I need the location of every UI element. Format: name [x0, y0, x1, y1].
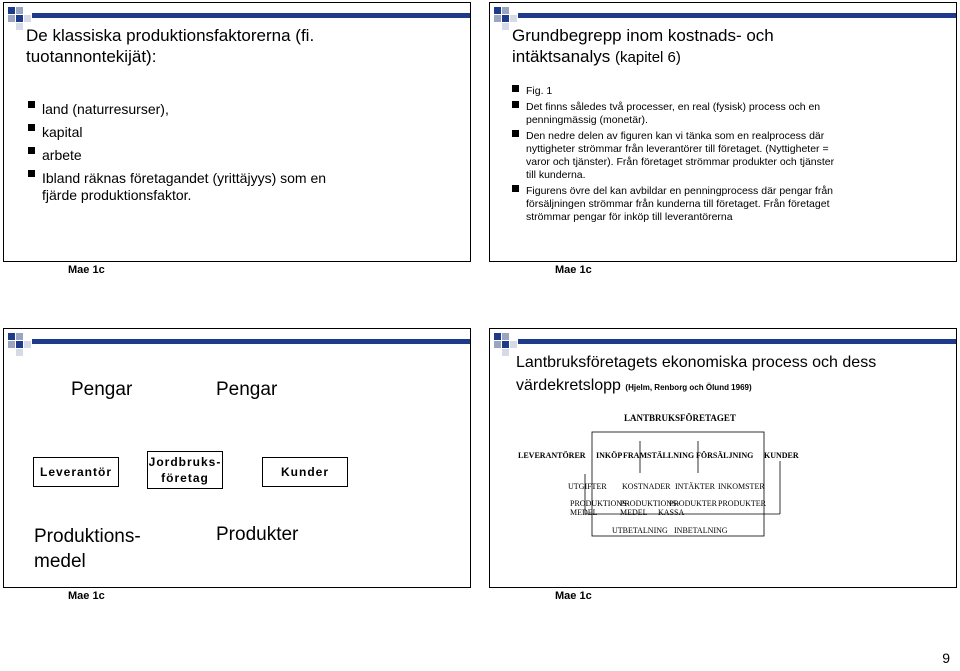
list-item: Figurens övre del kan avbildar en penningprocess där pengar från försäljningen strömmar från kunderna till företaget. Från företaget strömmar pengar för inköp till leverantörerna [526, 185, 841, 224]
label-products: Produkter [216, 524, 299, 545]
node-inkop: INKÖP [596, 451, 623, 460]
node-produktionsmedel: PRODUKTIONS-MEDEL [620, 499, 680, 517]
bullet-list [42, 101, 362, 204]
node-utbetalning: UTBETALNING [612, 526, 668, 535]
slide-topline [518, 13, 956, 18]
slide-topline [32, 13, 470, 18]
bullet-list [526, 85, 841, 224]
node-kassa: KASSA [658, 508, 685, 517]
node-inkomster: INKOMSTER [718, 482, 765, 491]
node-produkter: PRODUKTER [669, 499, 718, 508]
slide-citation: (Hjelm, Renborg och Ölund 1969) [625, 383, 752, 392]
label-money-right: Pengar [216, 379, 278, 400]
slide-title-main: Grundbegrepp inom kostnads- och intäktsanalys [512, 26, 774, 66]
slide-1 [3, 2, 471, 262]
diagram-header: LANTBRUKSFÖRETAGET [624, 413, 736, 423]
footer-label: Mae 1c [555, 264, 592, 276]
box-company: Jordbruks-företag [147, 451, 223, 489]
node-leverantorer: LEVERANTÖRER [518, 451, 586, 460]
label-money-left: Pengar [71, 379, 133, 400]
list-item: Det finns således två processer, en real (fysisk) process och en penningmässig (monetär). [526, 101, 841, 127]
node-kostnader: KOSTNADER [622, 482, 671, 491]
slide-topline [32, 339, 470, 344]
list-item: Den nedre delen av figuren kan vi tänka som en realprocess där nyttigheter strömmar från leverantörer till företaget. (Nyttigheter = varor och tjänster). Från företaget strömmar produkter och tjänster till kunderna. [526, 130, 841, 182]
label-means-of-production: Produktions-medel [34, 526, 141, 572]
node-produktionsmedel: PRODUKTIONS-MEDEL [570, 499, 630, 517]
node-kunder: KUNDER [764, 451, 799, 460]
footer-label: Mae 1c [68, 590, 105, 602]
node-produkter: PRODUKTER [718, 499, 767, 508]
slide-title [512, 25, 822, 68]
list-item: Fig. 1 [526, 85, 841, 98]
footer-label: Mae 1c [555, 590, 592, 602]
slide-2 [489, 2, 957, 262]
node-inbetalning: INBETALNING [674, 526, 728, 535]
node-framstallning: FRAMSTÄLLNING [623, 451, 695, 460]
slide-title-suffix: (kapitel 6) [615, 49, 681, 66]
node-utgifter: UTGIFTER [568, 482, 607, 491]
slide-title: De klassiska produktionsfaktorerna (fi. tuotannontekijät): [26, 26, 315, 66]
list-item: kapital [42, 124, 362, 141]
node-intakter: INTÄKTER [675, 482, 715, 491]
slide-title-main: Lantbruksföretagets ekonomiska process och dess värdekretslopp [516, 354, 877, 394]
node-forsaljning: FÖRSÄLJNING [696, 451, 754, 460]
slide-3 [3, 328, 471, 588]
list-item: Ibland räknas företagandet (yrittäjyys) som en fjärde produktionsfaktor. [42, 170, 362, 204]
footer-label: Mae 1c [68, 264, 105, 276]
box-supplier: Leverantör [33, 457, 119, 487]
slide-4 [489, 328, 957, 588]
page-number: 9 [942, 650, 950, 666]
box-customers: Kunder [262, 457, 348, 487]
slide-decoration [8, 333, 42, 357]
list-item: arbete [42, 147, 362, 164]
list-item: land (naturresurser), [42, 101, 362, 118]
